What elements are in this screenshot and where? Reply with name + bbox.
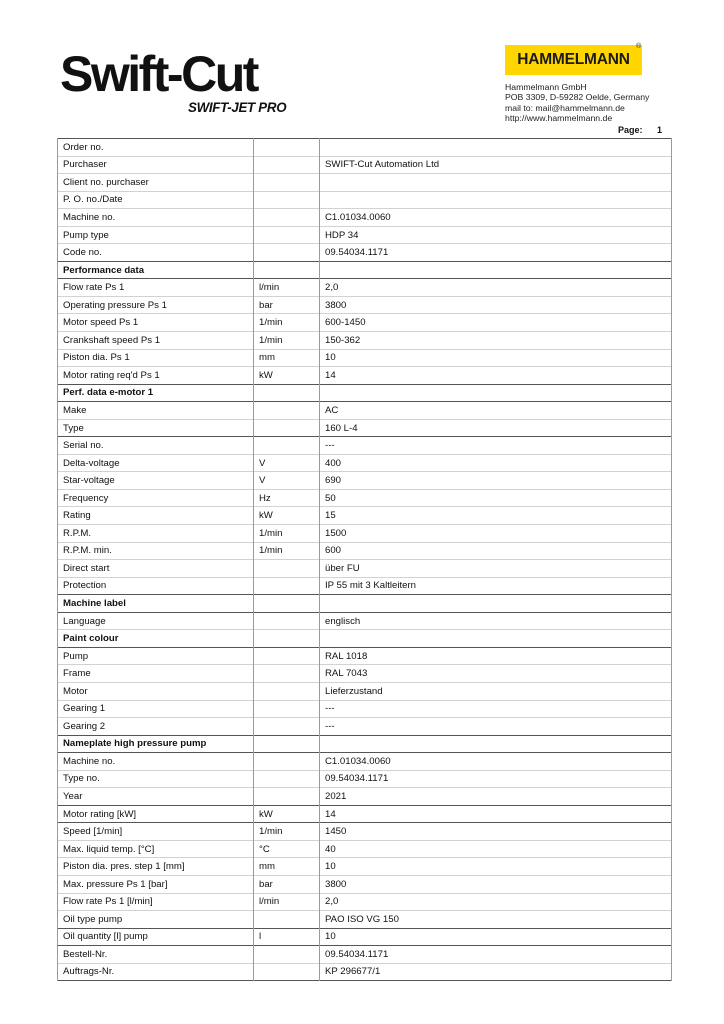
table-row [58,770,672,788]
table-row [58,647,672,665]
row-value [320,630,672,648]
row-unit [254,595,320,613]
row-value: 600 [320,542,672,560]
table-row [58,840,672,858]
row-label: Code no. [58,244,254,262]
row-label: Motor speed Ps 1 [58,314,254,332]
table-row [58,946,672,964]
row-unit [254,682,320,700]
row-value: 10 [320,928,672,946]
address-line: POB 3309, D-59282 Oelde, Germany [505,92,650,103]
logo-wordmark: Swift-Cut [60,46,257,102]
row-label: Year [58,788,254,806]
row-unit: bar [254,296,320,314]
page-label: Page: [618,125,643,135]
row-unit [254,402,320,420]
row-label: Frame [58,665,254,683]
row-value: --- [320,437,672,455]
row-value: Lieferzustand [320,682,672,700]
row-unit [254,419,320,437]
row-label: Piston dia. pres. step 1 [mm] [58,858,254,876]
table-row [58,963,672,981]
table-row [58,525,672,543]
row-label: Frequency [58,489,254,507]
row-value: SWIFT-Cut Automation Ltd [320,156,672,174]
row-label: Oil type pump [58,911,254,929]
row-unit [254,700,320,718]
row-value: 160 L-4 [320,419,672,437]
row-label: Pump [58,647,254,665]
row-label: Rating [58,507,254,525]
table-row [58,911,672,929]
row-label: Client no. purchaser [58,174,254,192]
row-value [320,261,672,279]
row-value: KP 296677/1 [320,963,672,981]
row-unit: Hz [254,489,320,507]
row-unit: 1/min [254,525,320,543]
row-label: Paint colour [58,630,254,648]
row-label: Language [58,612,254,630]
row-unit: l [254,928,320,946]
row-label: Bestell-Nr. [58,946,254,964]
section-header-row [58,595,672,613]
table-row [58,805,672,823]
row-label: Machine no. [58,753,254,771]
row-label: Motor rating [kW] [58,805,254,823]
table-row [58,753,672,771]
table-row [58,314,672,332]
row-label: Operating pressure Ps 1 [58,296,254,314]
row-value: 50 [320,489,672,507]
row-value: --- [320,718,672,736]
row-value [320,595,672,613]
table-row [58,226,672,244]
row-unit [254,244,320,262]
row-value [320,384,672,402]
row-unit: kW [254,805,320,823]
section-header-row [58,735,672,753]
row-unit [254,560,320,578]
row-value: 1450 [320,823,672,841]
row-unit [254,437,320,455]
row-value: 150-362 [320,332,672,350]
row-value: 2,0 [320,279,672,297]
swift-cut-logo [60,46,305,120]
row-value: 690 [320,472,672,490]
row-unit: 1/min [254,314,320,332]
row-unit: 1/min [254,542,320,560]
table-row [58,560,672,578]
row-value: 10 [320,858,672,876]
table-row [58,893,672,911]
row-label: Type [58,419,254,437]
row-value: 09.54034.1171 [320,770,672,788]
address-line: Hammelmann GmbH [505,82,587,92]
row-unit: kW [254,507,320,525]
table-row [58,454,672,472]
row-label: Performance data [58,261,254,279]
table-row [58,700,672,718]
row-unit [254,139,320,157]
section-header-row [58,630,672,648]
row-value: RAL 7043 [320,665,672,683]
row-unit: V [254,454,320,472]
row-label: Max. liquid temp. [°C] [58,840,254,858]
row-value: --- [320,700,672,718]
table-row [58,209,672,227]
row-unit: l/min [254,279,320,297]
table-row [58,296,672,314]
row-unit [254,191,320,209]
row-label: Motor rating req'd Ps 1 [58,367,254,385]
row-label: P. O. no./Date [58,191,254,209]
row-unit [254,612,320,630]
row-value: 2021 [320,788,672,806]
row-label: R.P.M. min. [58,542,254,560]
row-unit: bar [254,875,320,893]
row-unit [254,911,320,929]
table-row [58,349,672,367]
row-value: 40 [320,840,672,858]
spec-table [57,138,672,981]
row-value: 3800 [320,875,672,893]
row-unit: l/min [254,893,320,911]
row-label: Motor [58,682,254,700]
row-value: PAO ISO VG 150 [320,911,672,929]
row-unit: V [254,472,320,490]
table-row [58,928,672,946]
row-label: Gearing 2 [58,718,254,736]
table-row [58,875,672,893]
table-row [58,682,672,700]
row-unit [254,788,320,806]
row-value: 1500 [320,525,672,543]
row-unit [254,647,320,665]
row-value: 14 [320,367,672,385]
row-label: Crankshaft speed Ps 1 [58,332,254,350]
row-value: 09.54034.1171 [320,244,672,262]
row-unit [254,753,320,771]
row-value: 2,0 [320,893,672,911]
table-row [58,367,672,385]
row-label: Protection [58,577,254,595]
row-unit [254,630,320,648]
row-value: C1.01034.0060 [320,209,672,227]
row-unit [254,384,320,402]
row-value: 400 [320,454,672,472]
row-value: 600-1450 [320,314,672,332]
row-unit [254,209,320,227]
row-unit: kW [254,367,320,385]
row-label: Type no. [58,770,254,788]
table-row [58,174,672,192]
row-value: C1.01034.0060 [320,753,672,771]
row-label: Flow rate Ps 1 [l/min] [58,893,254,911]
table-row [58,472,672,490]
row-label: Star-voltage [58,472,254,490]
row-label: Gearing 1 [58,700,254,718]
row-label: Perf. data e-motor 1 [58,384,254,402]
hammelmann-logo [505,45,642,75]
row-unit [254,946,320,964]
row-label: Machine no. [58,209,254,227]
spec-table-body [58,139,672,981]
section-header-row [58,261,672,279]
table-row [58,419,672,437]
row-label: Direct start [58,560,254,578]
registered-mark: ® [636,43,642,50]
row-unit [254,735,320,753]
table-row [58,612,672,630]
address-line: http://www.hammelmann.de [505,112,613,123]
row-label: Max. pressure Ps 1 [bar] [58,875,254,893]
table-row [58,437,672,455]
row-label: Make [58,402,254,420]
row-label: R.P.M. [58,525,254,543]
table-row [58,718,672,736]
row-unit: 1/min [254,332,320,350]
row-unit [254,718,320,736]
table-row [58,139,672,157]
table-row [58,858,672,876]
row-unit [254,261,320,279]
table-row [58,507,672,525]
row-value: 09.54034.1171 [320,946,672,964]
row-value [320,174,672,192]
row-unit [254,665,320,683]
row-unit: 1/min [254,823,320,841]
address-line: mail to: mail@hammelmann.de [505,102,625,113]
row-label: Nameplate high pressure pump [58,735,254,753]
table-row [58,402,672,420]
row-value: IP 55 mit 3 Kaltleitern [320,577,672,595]
company-address [505,82,649,123]
section-header-row [58,384,672,402]
row-value: 14 [320,805,672,823]
table-row [58,156,672,174]
row-value: englisch [320,612,672,630]
row-value: 15 [320,507,672,525]
row-unit: mm [254,858,320,876]
row-label: Order no. [58,139,254,157]
table-row [58,823,672,841]
row-unit [254,963,320,981]
row-label: Speed [1/min] [58,823,254,841]
row-unit [254,174,320,192]
page-number: 1 [657,125,663,135]
table-row [58,332,672,350]
row-value: RAL 1018 [320,647,672,665]
table-row [58,279,672,297]
table-row [58,665,672,683]
row-label: Machine label [58,595,254,613]
row-value: 10 [320,349,672,367]
table-row [58,489,672,507]
logo-subtitle: SWIFT-JET PRO [188,99,287,115]
row-label: Serial no. [58,437,254,455]
table-row [58,542,672,560]
row-unit: °C [254,840,320,858]
table-row [58,244,672,262]
row-unit [254,226,320,244]
table-row [58,191,672,209]
row-label: Purchaser [58,156,254,174]
row-unit [254,156,320,174]
row-label: Oil quantity [l] pump [58,928,254,946]
table-row [58,577,672,595]
row-value [320,139,672,157]
row-label: Pump type [58,226,254,244]
row-value: über FU [320,560,672,578]
row-unit [254,577,320,595]
row-value: 3800 [320,296,672,314]
row-unit: mm [254,349,320,367]
row-label: Piston dia. Ps 1 [58,349,254,367]
table-row [58,788,672,806]
row-unit [254,770,320,788]
row-value [320,191,672,209]
row-label: Flow rate Ps 1 [58,279,254,297]
row-value [320,735,672,753]
row-label: Delta-voltage [58,454,254,472]
row-label: Auftrags-Nr. [58,963,254,981]
row-value: AC [320,402,672,420]
row-value: HDP 34 [320,226,672,244]
brand-name: HAMMELMANN [517,51,630,68]
